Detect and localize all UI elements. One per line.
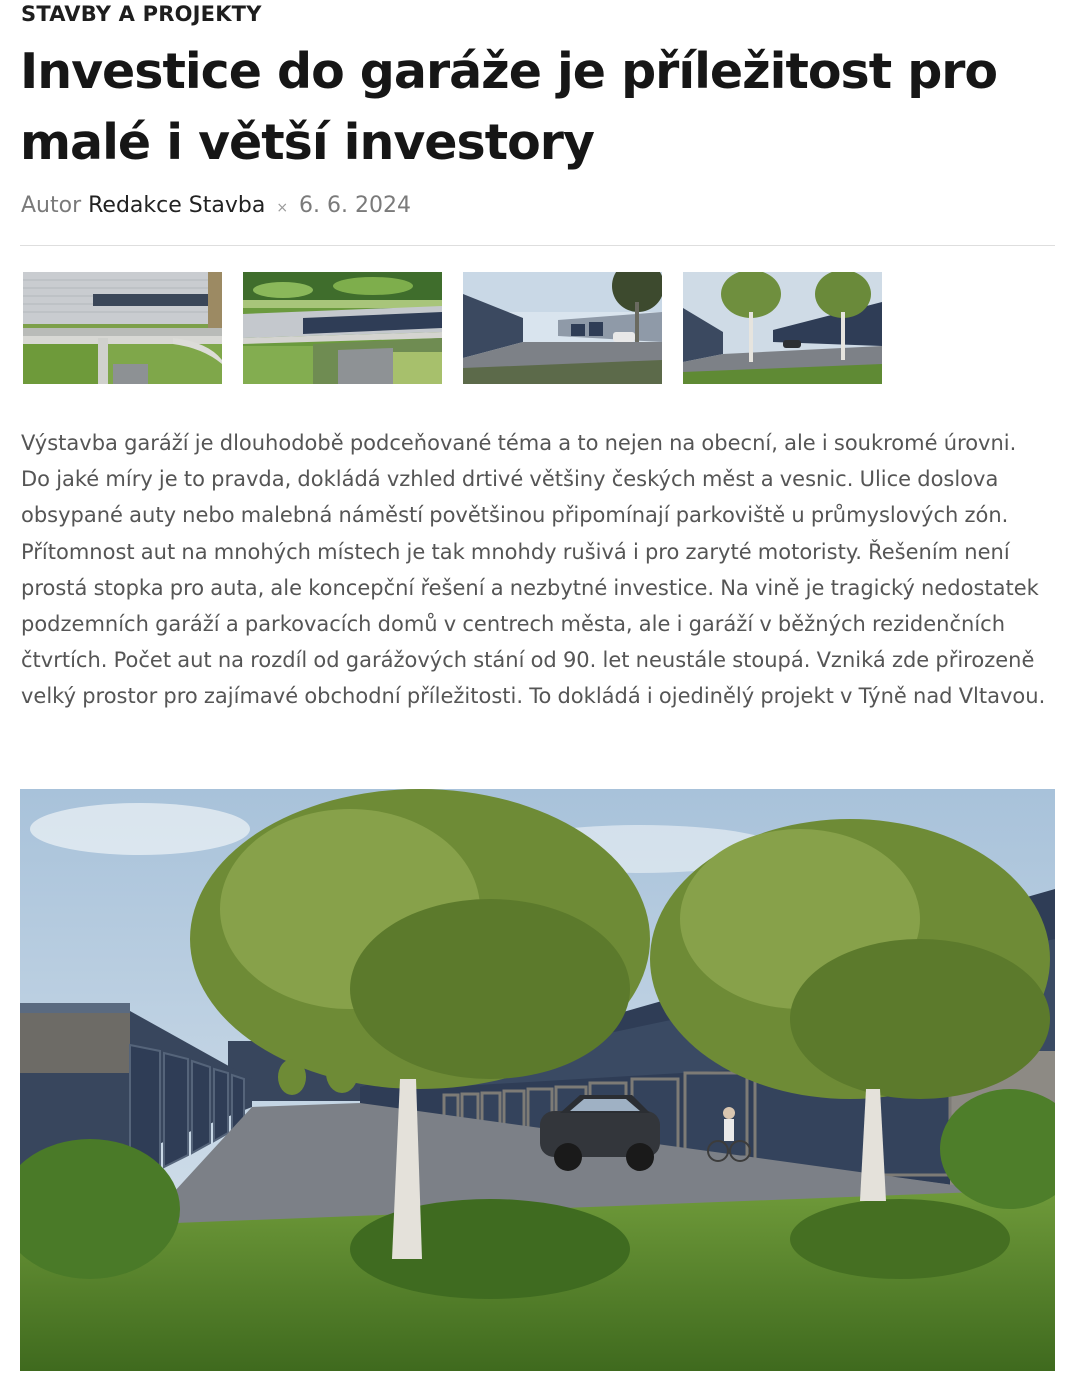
article-intro: Výstavba garáží je dlouhodobě podceňované téma a to nejen na obecní, ale i soukromé úrovni. Do jaké míry je to pravda, dokládá vzhled drtivé většiny českých měst a vesnic. Ulice doslova obsypané auty nebo malebná náměstí povětšinou připomínají parkoviště u průmyslových zón. Přítomnost aut na mnohých místech je tak mnohdy rušivá i pro zaryté motoristy. Řešením není prostá stopka pro auta, ale koncepční řešení a nezbytné investice. Na vině je tragický nedostatek podzemních garáží a parkovacích domů v centrech města, ale i garáží v běžných rezidenčních čtvrtích. Počet aut na rozdíl od garážových stání od 90. let neustále stoupá. Vzniká zde přirozeně velký prostor pro zajímavé obchodní příležitosti. To dokládá i ojedinělý projekt v Týně nad Vltavou. xyxy=(21,431,1046,709)
article-category[interactable]: STAVBY A PROJEKTY xyxy=(21,2,262,26)
byline-prefix: Autor xyxy=(21,193,82,218)
hero-image[interactable] xyxy=(20,789,1055,1371)
gallery-thumbnail-2[interactable] xyxy=(243,272,442,384)
header-divider xyxy=(20,245,1055,246)
byline-separator: × xyxy=(276,200,289,216)
gallery-thumbnail-3[interactable] xyxy=(463,272,662,384)
gallery-thumbnail-1[interactable] xyxy=(23,272,222,384)
article-byline xyxy=(21,193,411,218)
article-title: Investice do garáže je příležitost pro malé i větší investory xyxy=(20,43,998,171)
publish-date: 6. 6. 2024 xyxy=(299,193,412,218)
image-gallery xyxy=(23,272,882,384)
gallery-thumbnail-4[interactable] xyxy=(683,272,882,384)
author-link[interactable]: Redakce Stavba xyxy=(88,193,266,218)
